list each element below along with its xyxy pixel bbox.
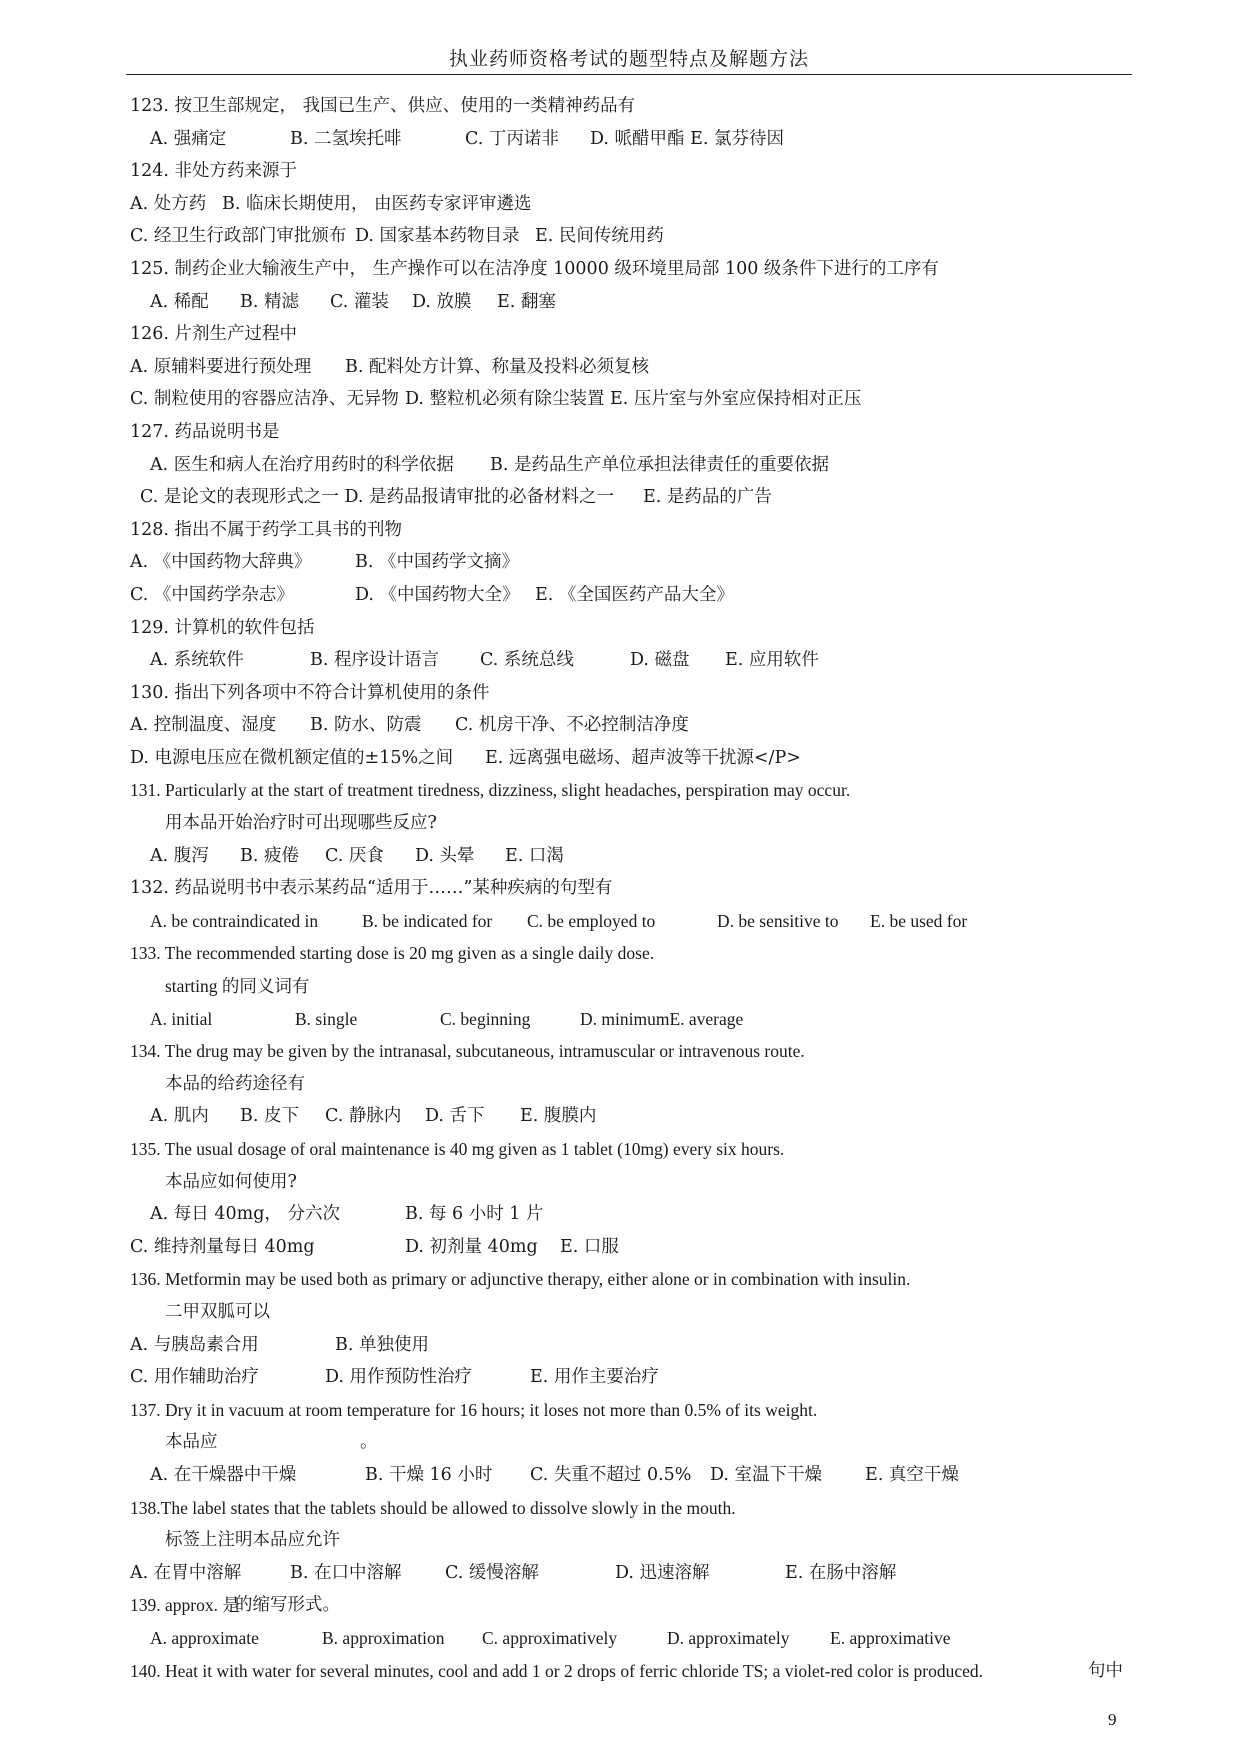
- text-segment: A. be contraindicated in: [150, 910, 319, 931]
- text-segment: C. 缓慢溶解: [445, 1562, 539, 1583]
- text-segment: C. 是论文的表现形式之一 D. 是药品报请审批的必备材料之一: [140, 487, 614, 508]
- text-segment: A. 系统软件: [150, 650, 244, 671]
- text-segment: A. 与胰岛素合用: [130, 1334, 259, 1355]
- text-line: [130, 449, 1130, 482]
- text-segment: C. 厌食: [325, 845, 384, 866]
- text-segment: B. 单独使用: [335, 1334, 429, 1355]
- text-segment: 本品应: [165, 1432, 218, 1453]
- text-line: [130, 318, 1130, 351]
- text-segment: E. 口服: [560, 1236, 619, 1257]
- text-line: [130, 1133, 1130, 1166]
- text-segment: B. 皮下: [240, 1106, 299, 1127]
- text-segment: B. 配料处方计算、称量及投料必须复核: [345, 356, 649, 377]
- text-segment: D. 迅速溶解: [615, 1562, 710, 1583]
- text-segment: B. 每 6 小时 1 片: [405, 1204, 544, 1225]
- text-line: [130, 188, 1130, 221]
- text-line: [130, 1589, 1130, 1622]
- text-line: [130, 416, 1130, 449]
- text-segment: 124. 非处方药来源于: [130, 161, 298, 182]
- text-line: [130, 383, 1130, 416]
- text-segment: C. 机房干净、不必控制洁净度: [455, 715, 689, 736]
- text-line: [130, 546, 1130, 579]
- text-segment: B. 程序设计语言: [310, 650, 439, 671]
- text-segment: 123. 按卫生部规定， 我国已生产、供应、使用的一类精神药品有: [130, 96, 636, 116]
- text-segment: B. approximation: [322, 1627, 445, 1648]
- text-line: [130, 1003, 1130, 1036]
- text-segment: 136. Metformin may be used both as primary or adjunctive therapy, either alone or in combination with insulin.: [130, 1269, 911, 1290]
- text-segment: C. 用作辅助治疗: [130, 1367, 259, 1388]
- text-line: [130, 1035, 1130, 1068]
- text-line: [130, 155, 1130, 188]
- text-segment: A. 控制温度、湿度: [130, 715, 277, 736]
- text-segment: A. approximate: [150, 1627, 259, 1648]
- text-segment: B. 防水、防震: [310, 715, 422, 736]
- text-line: [130, 1231, 1130, 1264]
- text-segment: 131. Particularly at the start of treatment tiredness, dizziness, slight headaches, perspiration may occur.: [130, 780, 851, 801]
- text-line: [130, 1166, 1130, 1199]
- text-line: [130, 970, 1130, 1003]
- text-segment: B. 疲倦: [240, 845, 299, 866]
- text-segment: D. 整粒机必须有除尘装置: [405, 389, 605, 410]
- text-segment: D. 磁盘: [630, 650, 690, 671]
- text-segment: C. 丁丙诺非: [465, 128, 559, 149]
- text-segment: 二甲双胍可以: [165, 1301, 270, 1322]
- text-line: [130, 612, 1130, 645]
- text-segment: B. 临床长期使用， 由医药专家评审遴选: [222, 193, 532, 214]
- text-segment: C. 静脉内: [325, 1106, 402, 1127]
- text-line: [130, 1459, 1130, 1492]
- text-segment: D. 放膜: [412, 291, 472, 312]
- text-segment: A. 肌内: [150, 1106, 209, 1127]
- text-segment: D. approximately: [667, 1627, 790, 1648]
- text-segment: 129. 计算机的软件包括: [130, 617, 315, 638]
- text-segment: 句中: [1088, 1660, 1123, 1681]
- text-segment: E. 是药品的广告: [643, 487, 772, 508]
- text-line: [130, 1492, 1130, 1525]
- header-rule: [126, 74, 1132, 75]
- text-line: [130, 481, 1130, 514]
- text-segment: E. 应用软件: [725, 650, 819, 671]
- text-segment: 标签上注明本品应允许: [165, 1530, 340, 1551]
- text-segment: C. beginning: [440, 1008, 531, 1029]
- text-segment: D. 国家基本药物目录: [355, 226, 520, 247]
- text-segment: D. 室温下干燥: [710, 1464, 823, 1485]
- text-line: [130, 220, 1130, 253]
- text-segment: E. 在肠中溶解: [785, 1562, 897, 1583]
- text-segment: C. be employed to: [527, 910, 656, 931]
- text-segment: 133. The recommended starting dose is 20 mg given as a single daily dose.: [130, 943, 655, 964]
- text-segment: A. 医生和病人在治疗用药时的科学依据: [150, 454, 454, 475]
- text-segment: B. 二氢埃托啡: [290, 128, 402, 149]
- text-segment: A. 稀配: [150, 291, 209, 312]
- text-line: [130, 774, 1130, 807]
- text-segment: A. 在胃中溶解: [130, 1562, 242, 1583]
- text-segment: 138.The label states that the tablets should be allowed to dissolve slowly in the mouth.: [130, 1497, 736, 1518]
- text-segment: C. approximatively: [482, 1627, 618, 1648]
- text-segment: D. 哌醋甲酯 E. 氯芬待因: [590, 128, 784, 149]
- text-line: [130, 1361, 1130, 1394]
- text-segment: D. minimumE. average: [580, 1008, 744, 1029]
- text-segment: A. 在干燥器中干燥: [150, 1464, 297, 1485]
- text-segment: D. 舌下: [425, 1106, 485, 1127]
- text-segment: C. 制粒使用的容器应洁净、无异物: [130, 389, 399, 410]
- text-segment: 125. 制药企业大输液生产中， 生产操作可以在洁净度 10000 级环境里局部 100 级条件下进行的工序有: [130, 258, 939, 279]
- text-line: [130, 1426, 1130, 1459]
- text-segment: A. 强痛定: [150, 128, 227, 149]
- text-segment: C. 维持剂量每日 40mg: [130, 1236, 315, 1257]
- text-segment: C. 《中国药学杂志》: [130, 584, 294, 605]
- text-line: [130, 872, 1130, 905]
- text-line: [130, 1068, 1130, 1101]
- text-segment: C. 系统总线: [480, 650, 574, 671]
- text-line: [130, 90, 1130, 123]
- text-segment: C. 经卫生行政部门审批颁布: [130, 226, 347, 247]
- text-line: [130, 1524, 1130, 1557]
- text-segment: E. 民间传统用药: [535, 226, 664, 247]
- text-line: [130, 579, 1130, 612]
- text-segment: B. 干燥 16 小时: [365, 1464, 493, 1485]
- text-segment: B. 在口中溶解: [290, 1562, 402, 1583]
- text-segment: 139. approx. 是: [130, 1595, 240, 1616]
- text-segment: 127. 药品说明书是: [130, 421, 280, 442]
- text-segment: E. 远离强电磁场、超声波等干扰源</P>: [485, 747, 801, 768]
- text-segment: A. 每日 40mg， 分六次: [150, 1204, 340, 1225]
- text-segment: 134. The drug may be given by the intranasal, subcutaneous, intramuscular or intravenous route.: [130, 1041, 805, 1062]
- text-line: [130, 905, 1130, 938]
- text-line: [130, 1655, 1130, 1688]
- text-line: [130, 840, 1130, 873]
- text-line: [130, 1622, 1130, 1655]
- text-line: [130, 677, 1130, 710]
- text-segment: 用本品开始治疗时可出现哪些反应?: [165, 813, 437, 834]
- text-line: [130, 807, 1130, 840]
- text-segment: D. 初剂量 40mg: [405, 1236, 538, 1257]
- text-segment: D. 头晕: [415, 845, 475, 866]
- text-segment: E. 压片室与外室应保持相对正压: [610, 389, 862, 410]
- text-line: [130, 1329, 1130, 1362]
- text-segment: E. 腹膜内: [520, 1106, 597, 1127]
- text-line: [130, 709, 1130, 742]
- text-segment: D. 《中国药物大全》: [355, 584, 520, 605]
- text-line: [130, 937, 1130, 970]
- text-segment: A. 腹泻: [150, 845, 209, 866]
- text-line: [130, 514, 1130, 547]
- text-segment: 128. 指出不属于药学工具书的刊物: [130, 519, 403, 540]
- text-segment: 126. 片剂生产过程中: [130, 324, 298, 345]
- text-segment: E. 翻塞: [497, 291, 556, 312]
- text-segment: B. 精滤: [240, 291, 299, 312]
- text-segment: E. 口渴: [505, 845, 564, 866]
- text-segment: B. 是药品生产单位承担法律责任的重要依据: [490, 454, 829, 475]
- text-line: [130, 742, 1130, 775]
- page-number: 9: [1108, 1710, 1117, 1729]
- text-segment: 本品应如何使用?: [165, 1171, 297, 1192]
- text-segment: starting 的同义词有: [165, 976, 310, 997]
- text-segment: 132. 药品说明书中表示某药品“适用于……”某种疾病的句型有: [130, 878, 613, 899]
- text-segment: A. 处方药: [130, 193, 207, 214]
- document-body: [130, 90, 1130, 1687]
- text-line: [130, 1296, 1130, 1329]
- text-segment: 本品的给药途径有: [165, 1073, 305, 1094]
- text-segment: C. 失重不超过 0.5%: [530, 1464, 692, 1485]
- text-line: [130, 1394, 1130, 1427]
- text-line: [130, 253, 1130, 286]
- text-segment: 140. Heat it with water for several minutes, cool and add 1 or 2 drops of ferric chloride TS; a violet-red color is produced.: [130, 1660, 984, 1681]
- text-line: [130, 1263, 1130, 1296]
- text-segment: 。: [360, 1432, 378, 1453]
- text-line: [130, 1100, 1130, 1133]
- text-segment: B. be indicated for: [362, 910, 493, 931]
- text-segment: C. 灌装: [330, 291, 389, 312]
- text-segment: E. be used for: [870, 910, 968, 931]
- text-line: [130, 123, 1130, 156]
- text-segment: D. be sensitive to: [717, 910, 839, 931]
- text-segment: E. approximative: [830, 1627, 951, 1648]
- text-segment: B. 《中国药学文摘》: [355, 552, 519, 573]
- text-segment: A. initial: [150, 1008, 213, 1029]
- text-segment: D. 用作预防性治疗: [325, 1367, 473, 1388]
- page-header: 执业药师资格考试的题型特点及解题方法: [448, 48, 809, 70]
- text-line: [130, 1557, 1130, 1590]
- text-segment: A. 《中国药物大辞典》: [130, 552, 312, 573]
- text-segment: 137. Dry it in vacuum at room temperature for 16 hours; it loses not more than 0.5% of its weight.: [130, 1399, 818, 1420]
- text-line: [130, 644, 1130, 677]
- text-line: [130, 286, 1130, 319]
- text-segment: 130. 指出下列各项中不符合计算机使用的条件: [130, 682, 490, 703]
- text-segment: 的缩写形式。: [235, 1595, 340, 1616]
- text-line: [130, 1198, 1130, 1231]
- text-segment: E. 《全国医药产品大全》: [535, 584, 734, 605]
- text-segment: 135. The usual dosage of oral maintenance is 40 mg given as 1 tablet (10mg) every six hours.: [130, 1139, 785, 1159]
- text-line: [130, 351, 1130, 384]
- text-segment: E. 用作主要治疗: [530, 1367, 659, 1388]
- text-segment: D. 电源电压应在微机额定值的±15%之间: [130, 747, 454, 768]
- text-segment: B. single: [295, 1008, 358, 1029]
- text-segment: A. 原辅料要进行预处理: [130, 356, 312, 377]
- text-segment: E. 真空干燥: [865, 1464, 959, 1485]
